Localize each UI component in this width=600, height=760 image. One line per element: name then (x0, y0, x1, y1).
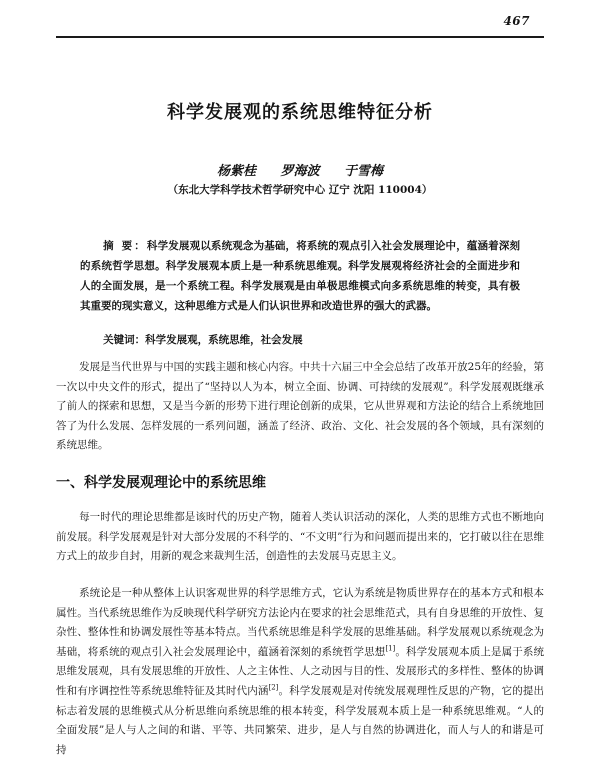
paragraph-text: 系统论是一种从整体上认识客观世界的科学思维方式，它认为系统是物质世界存在的基本方式和根本属性。当代系统思维作为反映现代科学研究方法论内在要求的社会思维范式，具有自身思维的开放性、复杂性、整体性和协调发展性等基本特点。当代系统思维是科学发展的思维基础。科学发展观以系统观念为基础，将系统的观点引入社会发展理论中，蕴涵着深刻的系统哲学思想 (56, 587, 544, 658)
intro-paragraph: 发展是当代世界与中国的实践主题和核心内容。中共十六届三中全会总结了改革开放25年的经验，第一次以中央文件的形式，提出了“坚持以人为本，树立全面、协调、可持续的发展观”。科学发展观既继承了前人的探索和思想，又是当今新的形势下进行理论创新的成果，它从世界观和方法论的结合上系统地回答了为什么发展、怎样发展的一系列问题，涵盖了经济、政治、文化、社会发展的各个领域，具有深刻的系统思维。 (56, 361, 544, 452)
abstract (80, 236, 520, 316)
keywords-label: 关键词： (103, 334, 146, 346)
header-rule (56, 36, 544, 38)
paper-title: 科学发展观的系统思维特征分析 (167, 102, 433, 123)
body-paragraph (56, 584, 544, 760)
author-list (0, 160, 600, 179)
keywords (80, 332, 520, 347)
body-paragraph: 每一时代的理论思维都是该时代的历史产物，随着人类认识活动的深化，人类的思维方式也不断地向前发展。科学发展观是针对大部分发展的不科学的、“不文明”行为和问题而提出来的，它打破以往在思维方式上的故步自封，用新的观念来裁判生活，创造性的去发展马克思主义。 (56, 511, 544, 563)
citation-ref: [1] (385, 644, 396, 653)
author-affiliation: （东北大学科学技术哲学研究中心 辽宁 沈阳 110004） (167, 184, 433, 196)
author-name: 于雪梅 (344, 164, 384, 179)
author-name: 杨紫桂 (216, 164, 256, 179)
abstract-text: 科学发展观以系统观念为基础，将系统的观点引入社会发展理论中，蕴涵着深刻的系统哲学思想。科学发展观本质上是一种系统思维观。科学发展观将经济社会的全面进步和人的全面发展，是一个系统工程。科学发展观是由单极思维模式向多系统思维的转变，具有极其重要的现实意义，这种思维方式是人们认识世界和改造世界的强大的武器。 (80, 240, 521, 312)
paragraph-text: 。科学发展观是对传统发展观理性反思的产物，它的提出标志着发展的思维模式从分析思维向系统思维的根本转变，科学发展观本质上是一种系统思维观。“人的全面发展”是人与人之间的和谐、平等、共同繁荣、进步，是人与自然的协调进化，而人与人的和谐是可持 (56, 684, 545, 756)
abstract-label: 摘 要： (103, 240, 147, 252)
section-heading: 一、科学发展观理论中的系统思维 (56, 475, 266, 491)
paragraph-text: 。科学发展观本质上是属于系统思维发展观，具有发展思维的开放性、人之主体性、人之动因与目的性、发展形式的多样性、整体的协调性和有序调控性等系统思维特征及其时代内涵 (56, 645, 545, 697)
keywords-text: 科学发展观，系统思维，社会发展 (145, 334, 303, 346)
citation-ref: [2] (268, 683, 279, 692)
author-name: 罗海波 (280, 164, 320, 179)
page-number: 467 (503, 14, 530, 28)
